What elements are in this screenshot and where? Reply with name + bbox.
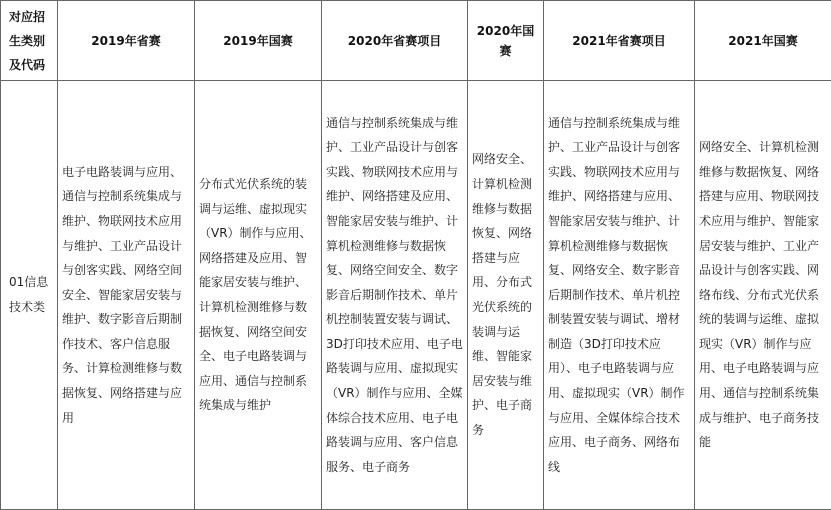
cell-2021-national: 网络安全、计算机检测维修与数据恢复、网络搭建与应用、物联网技术应用与维护、智能家居安装与维护、工业产品设计与创客实践、网络布线、分布式光伏系统的装调与运维、虚拟现实（VR）制作与应用、电子电路装调与应用、通信与控制系统集成与维护、电子商务技能 <box>695 81 831 510</box>
header-2019-province: 2019年省赛 <box>58 1 195 81</box>
header-category: 对应招生类别及代码 <box>1 1 58 81</box>
header-2021-province: 2021年省赛项目 <box>544 1 695 81</box>
header-2020-national: 2020年国赛 <box>468 1 544 81</box>
header-2020-province: 2020年省赛项目 <box>322 1 468 81</box>
header-2021-national: 2021年国赛 <box>695 1 831 81</box>
table-row <box>1 81 831 510</box>
header-row <box>1 1 831 81</box>
cell-2019-province: 电子电路装调与应用、通信与控制系统集成与维护、物联网技术应用与维护、工业产品设计与创客实践、网络空间安全、智能家居安装与维护、数字影音后期制作技术、客户信息服务、计算检测维修与数据恢复、网络搭建与应用 <box>58 81 195 510</box>
cell-2021-province: 通信与控制系统集成与维护、工业产品设计与创客实践、物联网技术应用与维护、网络搭建与应用、智能家居安装与维护、计算机检测维修与数据恢复、网络安全、数字影音后期制作技术、单片机控制装置安装与调试、增材制造（3D打印技术应用）、电子电路装调与应用、虚拟现实（VR）制作与应用、全媒体综合技术应用、电子商务、网络布线 <box>544 81 695 510</box>
header-2019-national: 2019年国赛 <box>195 1 322 81</box>
cell-category: 01信息技术类 <box>1 81 58 510</box>
cell-2019-national: 分布式光伏系统的装调与运维、虚拟现实（VR）制作与应用、网络搭建及应用、智能家居安装与维护、计算机检测维修与数据恢复、网络空间安全、电子电路装调与应用、通信与控制系统集成与维护 <box>195 81 322 510</box>
cell-2020-province: 通信与控制系统集成与维护、工业产品设计与创客实践、物联网技术应用与维护、网络搭建及应用、智能家居安装与维护、计算机检测维修与数据恢复、网络空间安全、数字影音后期制作技术、单片机控制装置安装与调试、3D打印技术应用、电子电路装调与应用、虚拟现实（VR）制作与应用、全媒体综合技术应用、电子电路装调与应用、客户信息服务、电子商务 <box>322 81 468 510</box>
cell-2020-national: 网络安全、计算机检测维修与数据恢复、网络搭建与应用、分布式光伏系统的装调与运维、智能家居安装与维护、电子商务 <box>468 81 544 510</box>
